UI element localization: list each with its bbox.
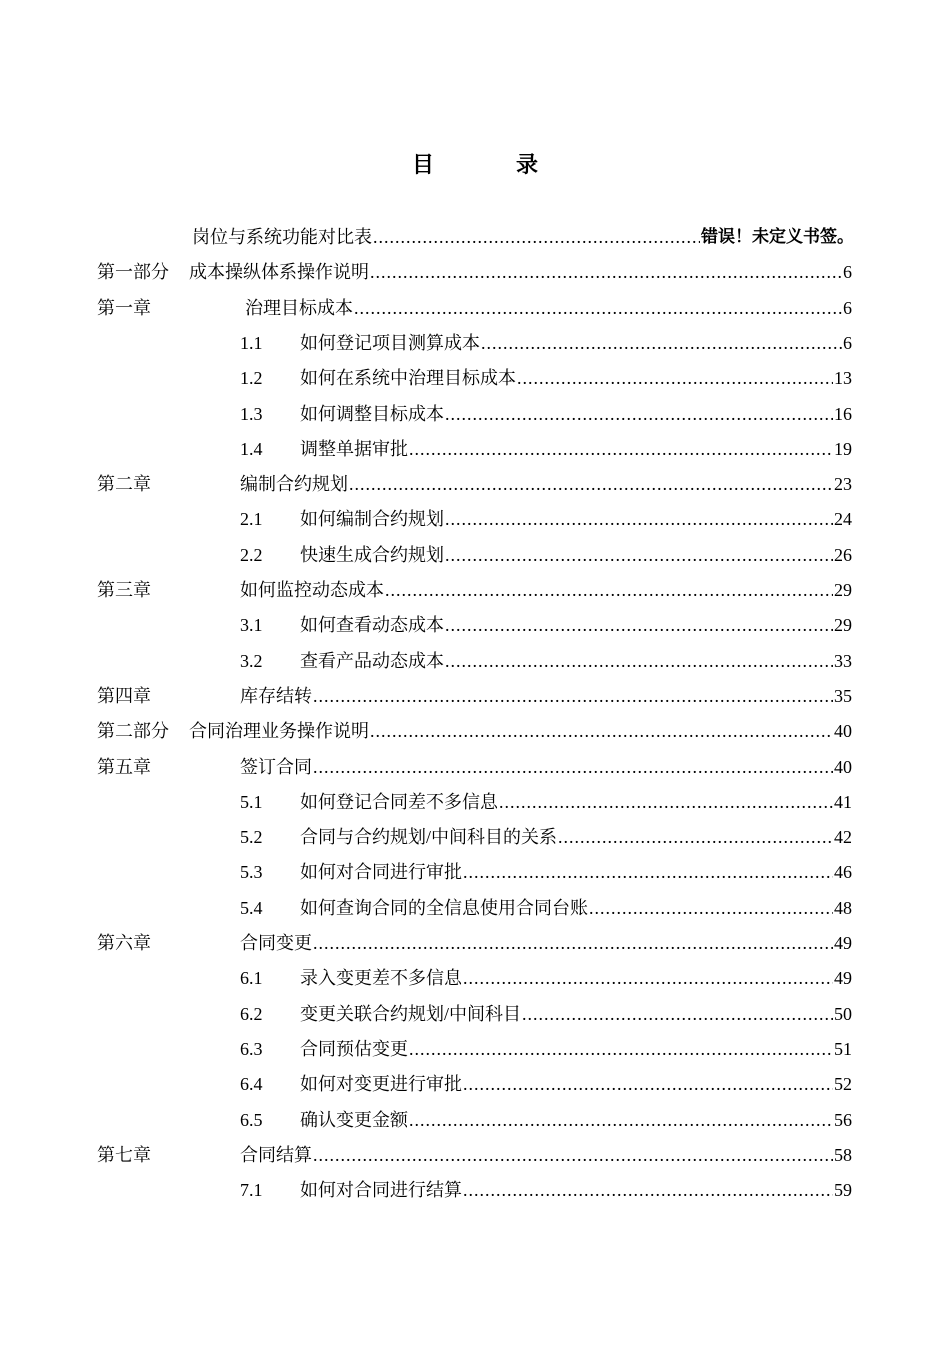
- toc-entry-label: 如何查询合同的全信息使用合同台账: [300, 897, 588, 918]
- toc-leader-dots: [409, 1109, 833, 1131]
- toc-entry[interactable]: [240, 606, 852, 636]
- toc-entry-label: 如何在系统中治理目标成本: [300, 368, 516, 389]
- toc-leader-dots: [409, 438, 833, 460]
- toc-entry-page: 51: [834, 1038, 852, 1059]
- toc-leader-dots: [445, 403, 833, 425]
- toc-leader-dots: [445, 544, 833, 566]
- toc-entry-number: 第一部分: [97, 262, 169, 283]
- toc-entry-number: 6.4: [240, 1074, 263, 1095]
- toc-entry[interactable]: [240, 1171, 852, 1201]
- toc-entry-page: 35: [834, 685, 852, 706]
- toc-entry-page: 6: [843, 297, 852, 318]
- toc-entry[interactable]: [240, 324, 852, 354]
- toc-entry[interactable]: [240, 536, 852, 566]
- toc-leader-dots: [370, 261, 842, 283]
- page-title: 目 录: [411, 153, 568, 178]
- toc-leader-dots: [354, 297, 842, 319]
- toc-leader-dots: [445, 614, 833, 636]
- toc-entry-number: 第二章: [97, 474, 151, 495]
- toc-entry[interactable]: [240, 1030, 852, 1060]
- toc-leader-dots: [370, 720, 833, 742]
- toc-entry-label: 如何登记合同差不多信息: [300, 791, 498, 812]
- toc-entry-number: 2.1: [240, 509, 263, 530]
- toc-entry-page: 56: [834, 1109, 852, 1130]
- toc-entry-label: 成本操纵体系操作说明: [189, 262, 369, 283]
- toc-entry-label: 如何对合同进行结算: [300, 1180, 462, 1201]
- toc-leader-dots: [463, 861, 833, 883]
- toc-entry[interactable]: [97, 465, 852, 495]
- toc-entry[interactable]: [240, 959, 852, 989]
- toc-entry[interactable]: [97, 677, 852, 707]
- toc-entry-number: 第二部分: [97, 721, 169, 742]
- toc-entry-label: 如何调整目标成本: [300, 403, 444, 424]
- toc-entry[interactable]: [97, 712, 852, 742]
- toc-entry-page: 23: [834, 474, 852, 495]
- toc-entry-label: 合同与合约规划/中间科目的关系: [300, 827, 557, 848]
- toc-leader-dots: [445, 650, 833, 672]
- toc-entry-number: 1.1: [240, 332, 263, 353]
- toc-entry[interactable]: [97, 571, 852, 601]
- toc-entry-label: 如何监控动态成本: [240, 580, 384, 600]
- toc-entry[interactable]: [240, 642, 852, 672]
- toc-entry-page: 49: [834, 933, 852, 953]
- toc-leader-dots: [313, 932, 833, 954]
- toc-leader-dots: [409, 1038, 833, 1060]
- toc-entry-label: 库存结转: [240, 685, 312, 706]
- toc-leader-dots: [349, 473, 833, 495]
- toc-leader-dots: [313, 1144, 833, 1166]
- toc-leader-dots: [481, 332, 842, 354]
- toc-entry-label: 签订合同: [240, 756, 312, 777]
- toc-entry-page: 48: [834, 897, 852, 918]
- toc-leader-dots: [313, 756, 833, 778]
- toc-leader-dots: [499, 791, 833, 813]
- toc-entry-label: 录入变更差不多信息: [300, 968, 462, 989]
- toc-entry-page: 49: [834, 968, 852, 989]
- toc-entry[interactable]: [97, 253, 852, 283]
- toc-entry-page: 46: [834, 862, 852, 883]
- toc-entry-label: 确认变更金额: [300, 1109, 408, 1130]
- toc-entry-label: 如何编制合约规划: [300, 509, 444, 530]
- toc-entry-number: 3.1: [240, 615, 263, 636]
- toc-entry-page: 59: [834, 1180, 852, 1201]
- toc-leader-dots: [445, 508, 833, 530]
- toc-leader-dots: [522, 1003, 833, 1025]
- toc-entry[interactable]: [240, 853, 852, 883]
- toc-leader-dots: [558, 826, 833, 848]
- toc-entry-number: 第七章: [97, 1144, 151, 1165]
- toc-entry-number: 1.4: [240, 438, 263, 459]
- toc-entry-page: 16: [834, 403, 852, 424]
- toc-entry-page: 6: [843, 262, 852, 283]
- toc-entry-number: 第一章: [97, 297, 151, 318]
- toc-entry-page: 40: [834, 756, 852, 777]
- toc-entry-label: 查看产品动态成本: [300, 650, 444, 671]
- toc-entry[interactable]: [97, 748, 852, 778]
- toc-entry[interactable]: [97, 289, 852, 319]
- toc-entry[interactable]: [240, 1101, 852, 1131]
- toc-entry-page: 52: [834, 1074, 852, 1095]
- toc-entry-number: 1.2: [240, 368, 263, 389]
- toc-entry-number: 第四章: [97, 685, 151, 706]
- toc-entry-label: 调整单据审批: [300, 438, 408, 459]
- toc-entry-label: 如何对合同进行审批: [300, 862, 462, 883]
- toc-entry-label: 合同结算: [240, 1144, 312, 1165]
- toc-entry-page: 29: [834, 580, 852, 600]
- toc-entry-number: 2.2: [240, 544, 263, 565]
- toc-leader-dots: [385, 579, 833, 601]
- toc-leader-dots: [589, 897, 833, 919]
- toc-leader-dots: [373, 226, 700, 248]
- toc-entry-label: 合同治理业务操作说明: [189, 721, 369, 742]
- toc-entry-number: 5.4: [240, 897, 263, 918]
- toc-entry-number: 5.3: [240, 862, 263, 883]
- toc-leader-dots: [517, 367, 833, 389]
- toc-entry-page: 错误！未定义书签。: [701, 227, 854, 247]
- toc-entry[interactable]: [240, 500, 852, 530]
- toc-entry-label: 变更关联合约规划/中间科目: [300, 1003, 521, 1024]
- toc-entry-number: 7.1: [240, 1180, 263, 1201]
- toc-entry-number: 3.2: [240, 650, 263, 671]
- toc-entry[interactable]: [240, 395, 852, 425]
- toc-entry-number: 6.3: [240, 1038, 263, 1059]
- toc-entry-label: 合同预估变更: [300, 1038, 408, 1059]
- toc-entry-page: 29: [834, 615, 852, 636]
- toc-leader-dots: [463, 1073, 833, 1095]
- toc-entry[interactable]: [240, 995, 852, 1025]
- toc-leader-dots: [313, 685, 833, 707]
- toc-entry[interactable]: [97, 1136, 852, 1166]
- toc-entry-number: 5.1: [240, 791, 263, 812]
- toc-entry[interactable]: [240, 430, 852, 460]
- toc-entry-page: 41: [834, 791, 852, 812]
- toc-entry[interactable]: [192, 218, 854, 248]
- toc-entry-page: 50: [834, 1003, 852, 1024]
- toc-entry-number: 1.3: [240, 403, 263, 424]
- toc-entry-label: 如何对变更进行审批: [300, 1074, 462, 1095]
- toc-entry-label: 如何查看动态成本: [300, 615, 444, 636]
- toc-entry[interactable]: [97, 924, 852, 954]
- toc-entry-number: 第六章: [97, 933, 151, 953]
- toc-entry[interactable]: [240, 1065, 852, 1095]
- toc-entry-number: 6.1: [240, 968, 263, 989]
- toc-entry-number: 6.5: [240, 1109, 263, 1130]
- toc-entry-label: 治理目标成本: [245, 297, 353, 318]
- toc-entry-label: 快速生成合约规划: [300, 544, 444, 565]
- toc-entry-number: 第五章: [97, 756, 151, 777]
- toc-entry-label: 编制合约规划: [240, 474, 348, 495]
- toc-entry-page: 6: [843, 332, 852, 353]
- toc-entry-number: 5.2: [240, 827, 263, 848]
- toc-entry-page: 58: [834, 1144, 852, 1165]
- toc-entry-label: 岗位与系统功能对比表: [192, 227, 372, 247]
- toc-entry-page: 42: [834, 827, 852, 848]
- toc-entry-label: 如何登记项目测算成本: [300, 332, 480, 353]
- toc-entry-page: 26: [834, 544, 852, 565]
- toc-leader-dots: [463, 967, 833, 989]
- toc-entry-page: 24: [834, 509, 852, 530]
- toc-entry-number: 6.2: [240, 1003, 263, 1024]
- toc-entry[interactable]: [240, 889, 852, 919]
- toc-leader-dots: [463, 1179, 833, 1201]
- toc-entry-label: 合同变更: [240, 933, 312, 953]
- toc-entry[interactable]: [240, 783, 852, 813]
- toc-entry[interactable]: [240, 818, 852, 848]
- toc-entry-page: 13: [834, 368, 852, 389]
- toc-entry-page: 33: [834, 650, 852, 671]
- toc-entry-page: 19: [834, 438, 852, 459]
- toc-entry-number: 第三章: [97, 580, 151, 600]
- toc-entry[interactable]: [240, 359, 852, 389]
- toc-entry-page: 40: [834, 721, 852, 742]
